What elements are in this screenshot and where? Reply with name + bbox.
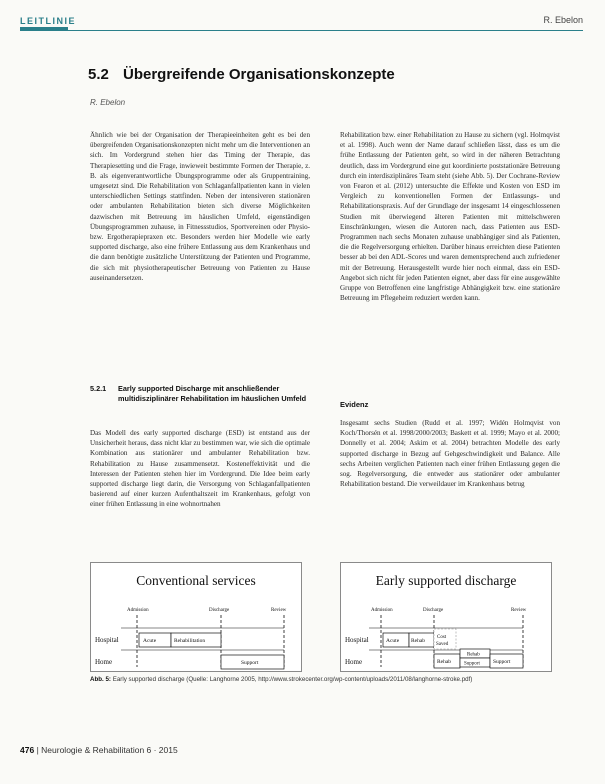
figure-diagram: [341, 563, 551, 671]
header-author: R. Ebelon: [543, 15, 583, 25]
page-number: 476: [20, 745, 35, 755]
caption-label: Abb. 5:: [90, 676, 111, 683]
section-title-text: Übergreifende Organisationskonzepte: [123, 66, 395, 83]
figure-diagram: [91, 563, 301, 671]
row-label-home: Home: [345, 658, 363, 666]
box-cost-saved-label-2: Saved: [436, 642, 449, 647]
figure-caption: [90, 676, 560, 683]
section-author: R. Ebelon: [90, 98, 126, 107]
box-rehabilitation-label: Rehabilitation: [174, 638, 206, 644]
figure-conventional-services: [90, 562, 302, 672]
col-label-review: Review: [511, 608, 527, 613]
subsection-number: 5.2.1: [90, 384, 107, 393]
col-label-discharge: Discharge: [423, 608, 444, 613]
box-cost-saved-label-1: Cost: [437, 635, 447, 640]
box-acute-label: Acute: [386, 638, 400, 644]
col-label-admission: Admission: [371, 608, 393, 613]
row-label-hospital: Hospital: [95, 636, 119, 644]
header-rule: [20, 30, 583, 31]
body-text-right-2: Insgesamt sechs Studien (Rudd et al. 1997; Widén Holmqvist von Koch/Thorsén et al. 1998/2000/2003; Baskett et al. 1999; Mayo et al. 2000; Donnelly et al. 2004; Askim et al. 2004) betrachten Modelle des early supported discharge in Bezug auf Gehgeschwindigkeit und Balance. Alle sechs Arbeiten verglichen Patienten nach einer frühen Entlassung gegen die sog. Regelversorgung, die entweder aus stationärer oder ambulanter Rehabilitation bestand. Die verweildauer im Krankenhaus betrug: [340, 419, 560, 489]
col-label-admission: Admission: [127, 608, 149, 613]
section-title: [88, 66, 395, 83]
body-text-left-1: Ähnlich wie bei der Organisation der Therapieeinheiten geht es bei den übergreifenden Organisationskonzepten nicht mehr um die Interventionen an sich. Im Vordergrund stehen hier das Timing der Therapie, das Therapiesetting und die Frage, inwieweit bestimmte Formen der Therapie, z. B. als eigenverantwortliche Übungsprogramme oder als Gruppentraining, umgesetzt sind. Die Rehabilitation von Schlaganfallpatienten kann in vielen unterschiedlichen Settings stattfinden. Neben der intensiveren stationären oder ambulanten Rehabilitation bieten sich diverse Möglichkeiten dazwischen mit Betreuung im häuslichen Umfeld, eigenständigen Übungsprogrammen zuhause, in Fitnessstudios, Sportvereinen oder Physio- bzw. Ergotherapiepraxen etc. Besonders werden hier Modelle wie early supported discharge, also eine frühere Entlassung aus dem Krankenhaus und die dann benötigte zusätzliche Unterstützung der Patienten und Programme, die sich mit physiotherapeutischer Betreuung von Patienten zu Hause auseinandersetzen.: [90, 131, 310, 282]
box-acute-label: Acute: [143, 638, 157, 644]
figure-title: Conventional services: [136, 573, 256, 588]
evidence-heading: Evidenz: [340, 400, 369, 409]
figure-early-supported-discharge: [340, 562, 552, 672]
box-rehab-home-upper-label: Rehab: [467, 652, 480, 658]
section-number: 5.2: [88, 66, 109, 83]
section-label: LEITLINIE: [20, 16, 76, 26]
box-rehab-hospital-label: Rehab: [411, 638, 426, 644]
body-text-right-1: Rehabilitation bzw. einer Rehabilitation zu Hause zu sichern (vgl. Holmqvist et al. 1998). Auch wenn der Name darauf schließen lässt, dass es um die frühe Entlassung der Patienten geht, so wird in der näheren Betrachtung deutlich, dass im Vordergrund eine gut koordinierte poststationäre Betreuung durch ein interdisziplinäres Team steht (siehe Abb. 5). Der Cochrane-Review von Fearon et al. (2012) untersuchte die Effekte und Kosten von ESD im Vergleich zu konventionellen Formen der Entlassungs- und Rehabilitationspraxis. Auf der Grundlage der insgesamt 14 eingeschlossenen Studien mit überwiegend älteren Patienten mit mittelschweren Einschränkungen, wiesen die Autoren nach, dass Patienten aus ESD-Programmen nach sechs Monaten zuhause unabhängiger sind als Patienten, die die Regelversorgung erhielten. Darüber hinaus erreichten diese Patienten besser ab bei den ADL-Scores und waren dementsprechend auch zufriedener mit der Betreuung. Herausgestellt wurde hier noch einmal, dass ein ESD-Angebot sich nicht für jeden Patienten eignet, aber dass für eine ausgewählte Gruppe von Betroffenen eine langfristige Abhängigkeit bzw. eine stationäre Betreuung im Pflegeheim reduziert werden kann.: [340, 131, 560, 303]
figure-title: Early supported discharge: [375, 573, 517, 588]
row-label-hospital: Hospital: [345, 636, 369, 644]
col-label-review: Review: [271, 608, 287, 613]
box-support-label: Support: [493, 659, 511, 665]
subsection-title: Early supported Discharge mit anschließender multidisziplinärer Rehabilitation im häuslichen Umfeld: [118, 384, 307, 403]
row-label-home: Home: [95, 658, 113, 666]
caption-text: Early supported discharge (Quelle: Langhorne 2005, http://www.strokecenter.org/wp-content/uploads/2011/08/langhorne-stroke.pdf): [112, 676, 473, 683]
box-support-label: Support: [241, 660, 259, 666]
journal-name: Neurologie & Rehabilitation 6 · 2015: [41, 745, 178, 755]
col-label-discharge: Discharge: [209, 608, 230, 613]
subsection-heading: [90, 384, 320, 403]
running-header: [0, 0, 605, 40]
body-text-left-2: Das Modell des early supported discharge (ESD) ist entstand aus der Unsicherheit heraus, dass nicht klar zu bestimmen war, wie sich die optimale Kombination aus stationärer und ambulanter Rehabilitation bzw. Rehabilitation zu Hause zusammensetzt. Kosteneffektivität und die Interessen der Patienten stehen hier im Vordergrund. Die Idee beim early supported discharge liegt darin, die Versorgung von Schlaganfallpatienten basierend auf einer kurzen Aufenthaltszeit im Krankenhaus, gefolgt von einer frühen Entlassung in eine wohnortnahen: [90, 429, 310, 509]
footer-separator: |: [36, 745, 39, 755]
box-support-lower-label: Support: [464, 661, 480, 667]
page-footer: [20, 745, 178, 755]
box-rehab-home-label: Rehab: [437, 659, 452, 665]
